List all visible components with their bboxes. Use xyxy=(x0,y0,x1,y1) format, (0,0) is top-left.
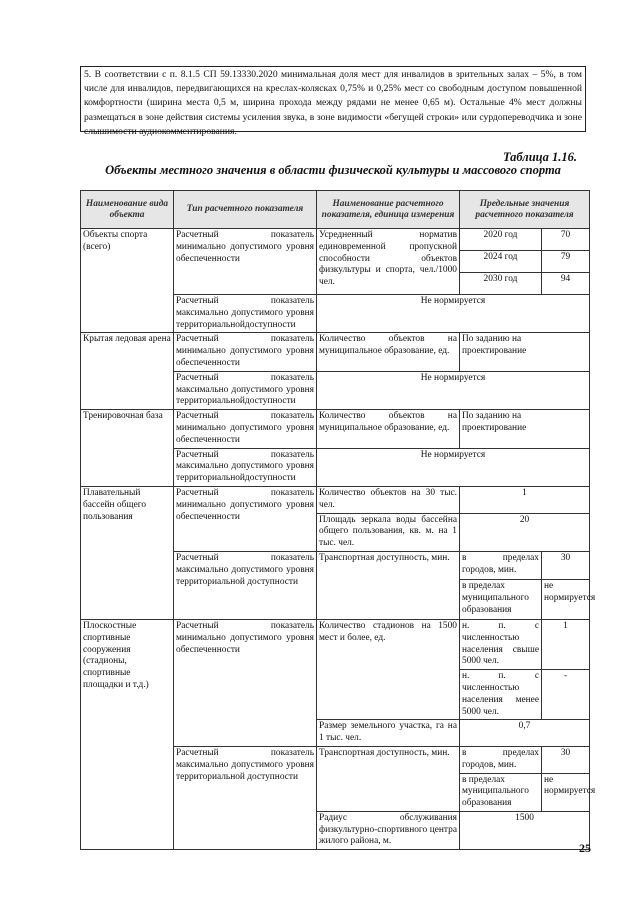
not-normed: Не нормируется xyxy=(317,371,590,409)
table-row xyxy=(81,229,590,251)
indicator-type-max: Расчетный показатель максимально допустимого уровня территориальнойдоступности xyxy=(174,448,317,486)
limit-value: По заданию на проектирование xyxy=(460,333,590,371)
indicator-name: Размер земельного участка, га на 1 тыс. чел. xyxy=(317,720,460,747)
note-text: 5. В соответствии с п. 8.1.5 СП 59.13330.2020 минимальная доля мест для инвалидов в зрительных залах – 5%, в том числе для инвалидов, передвигающихся на креслах-колясках 0,75% и 0,25% мест со свободным доступом повышенной комфортности (ширина места 0,5 м, ширина прохода между рядами не менее 0,65 м). Остальные 4% мест должны размещаться в зоне действия системы усиления звука, в зоне видимости «бегущей строки» или сурдопереводчика и зоне слышимости аудиокомментирования. xyxy=(84,69,582,137)
limit-sublabel: в пределах муниципального образования xyxy=(460,579,542,619)
indicator-type-max: Расчетный показатель максимально допустимого уровня территориальнойдоступности xyxy=(174,371,317,409)
not-normed: Не нормируется xyxy=(317,448,590,486)
table-row xyxy=(81,410,590,448)
indicator-type-max: Расчетный показатель максимально допустимого уровня территориальнойдоступности xyxy=(174,295,317,333)
object-name-pool: Плавательный бассейн общего пользования xyxy=(81,486,174,619)
indicator-type-min: Расчетный показатель минимально допустимого уровня обеспеченности xyxy=(174,486,317,551)
object-name-planar: Плоскостные спортивные сооружения (стадионы, спортивные площадки и т.д.) xyxy=(81,619,174,849)
table-number: Таблица 1.16. xyxy=(502,150,577,164)
table-row xyxy=(81,619,590,669)
limit-sublabel: в пределах городов, мин. xyxy=(460,746,542,773)
limit-value: 0,7 xyxy=(460,720,590,747)
indicator-type-min: Расчетный показатель минимально допустимого уровня обеспеченности xyxy=(174,410,317,448)
indicator-name: Транспортная доступность, мин. xyxy=(317,551,460,619)
indicator-name: Количество стадионов на 1500 мест и более, ед. xyxy=(317,619,460,719)
table-header-row xyxy=(81,191,590,229)
indicator-type-max: Расчетный показатель максимально допустимого уровня территориальной доступности xyxy=(174,551,317,619)
indicator-name: Транспортная доступность, мин. xyxy=(317,746,460,811)
indicator-name: Усредненный норматив единовременной пропускной способности объектов физкультуры и спорта, чел./1000 чел. xyxy=(317,229,460,295)
limit-value: 1 xyxy=(542,619,590,669)
header-limit-values: Предельные значения расчетного показателя xyxy=(460,191,590,229)
year-value: 79 xyxy=(542,251,590,273)
year-label: 2024 год xyxy=(460,251,542,273)
note-box xyxy=(80,66,586,137)
limit-sublabel: н. п. с численностью населения свыше 5000 чел. xyxy=(460,619,542,669)
limit-value: не нормируется xyxy=(542,579,590,619)
table-row xyxy=(81,333,590,371)
limit-value: не нормируется xyxy=(542,773,590,811)
standards-table xyxy=(80,190,596,850)
indicator-name: Количество объектов на муниципальное образование, ед. xyxy=(317,410,460,448)
indicator-type-min: Расчетный показатель минимально допустимого уровня обеспеченности xyxy=(174,333,317,371)
not-normed: Не нормируется xyxy=(317,295,590,333)
object-name-training: Тренировочная база xyxy=(81,410,174,487)
limit-value: 20 xyxy=(460,513,590,551)
indicator-name: Количество объектов на 30 тыс. чел. xyxy=(317,486,460,513)
year-label: 2030 год xyxy=(460,273,542,295)
limit-value: - xyxy=(542,670,590,720)
indicator-type-max: Расчетный показатель максимально допустимого уровня территориальной доступности xyxy=(174,746,317,849)
year-label: 2020 год xyxy=(460,229,542,251)
limit-value: По заданию на проектирование xyxy=(460,410,590,448)
table-title: Объекты местного значения в области физической культуры и массового спорта xyxy=(105,163,561,177)
page-number: 25 xyxy=(579,841,591,855)
header-object-type: Наименование вида объекта xyxy=(81,191,174,229)
limit-sublabel: в пределах городов, мин. xyxy=(460,551,542,579)
object-name-sport: Объекты спорта (всего) xyxy=(81,229,174,333)
table-row xyxy=(81,486,590,513)
limit-sublabel: в пределах муниципального образования xyxy=(460,773,542,811)
limit-value: 30 xyxy=(542,746,590,773)
limit-value: 1500 xyxy=(460,811,590,849)
indicator-name: Радиус обслуживания физкультурно-спортивного центра жилого района, м. xyxy=(317,811,460,849)
header-indicator-name: Наименование расчетного показателя, единица измерения xyxy=(317,191,460,229)
limit-value: 30 xyxy=(542,551,590,579)
header-indicator-type: Тип расчетного показателя xyxy=(174,191,317,229)
indicator-type-min: Расчетный показатель минимально допустимого уровня обеспеченности xyxy=(174,619,317,746)
object-name-ice: Крытая ледовая арена xyxy=(81,333,174,410)
limit-value: 1 xyxy=(460,486,590,513)
indicator-type-min: Расчетный показатель минимально допустимого уровня обеспеченности xyxy=(174,229,317,295)
indicator-name: Площадь зеркала воды бассейна общего пользования, кв. м. на 1 тыс. чел. xyxy=(317,513,460,551)
indicator-name: Количество объектов на муниципальное образование, ед. xyxy=(317,333,460,371)
year-value: 94 xyxy=(542,273,590,295)
limit-sublabel: н. п. с численностью населения менее 5000 чел. xyxy=(460,670,542,720)
year-value: 70 xyxy=(542,229,590,251)
